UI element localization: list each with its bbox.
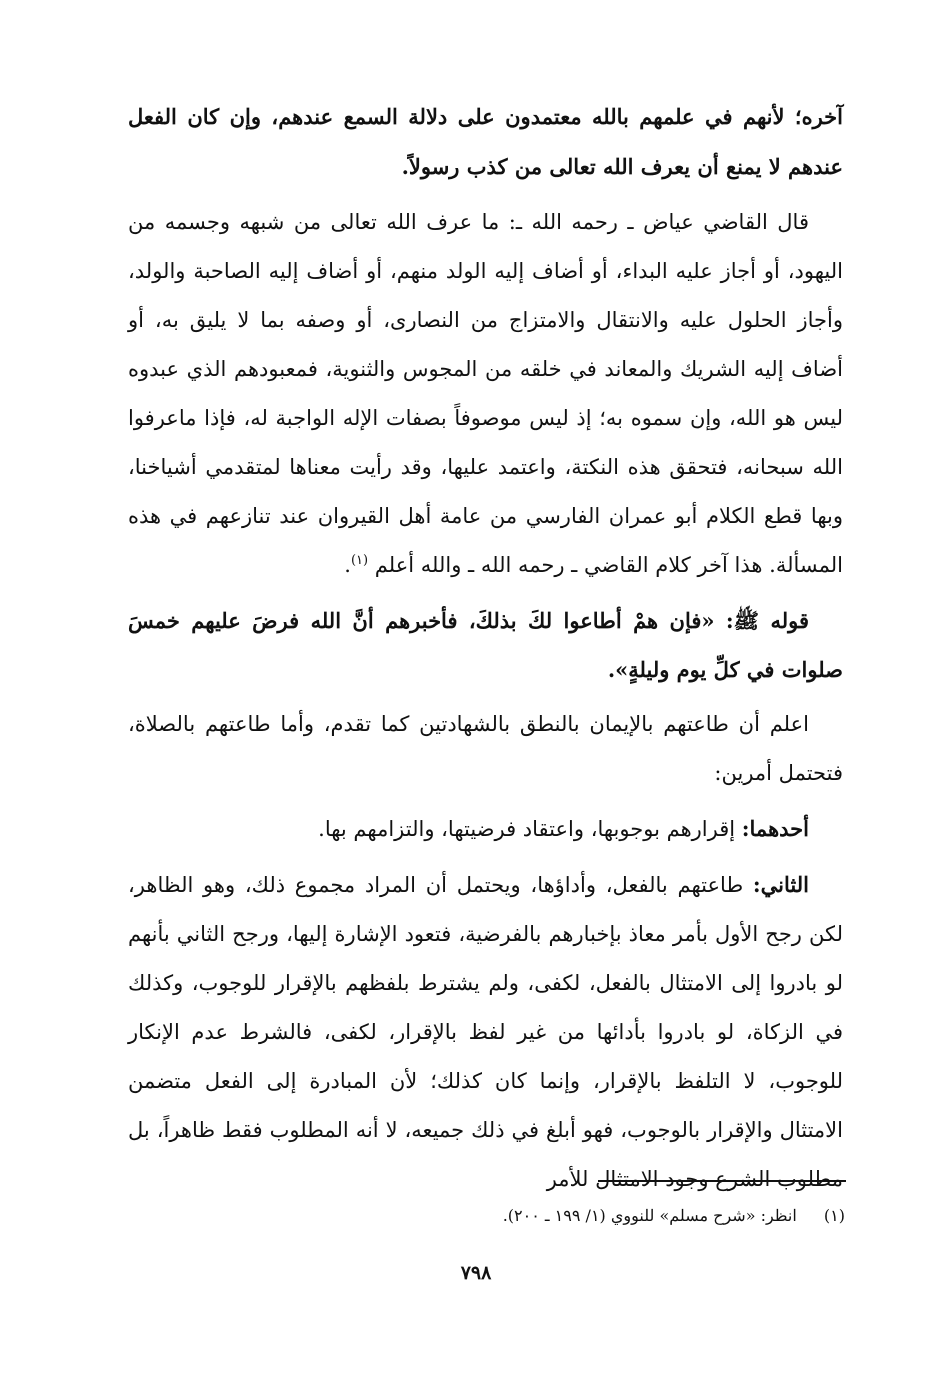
paragraph-4-text: اعلم أن طاعتهم بالإيمان بالنطق بالشهادتين كما تقدم، وأما طاعتهم بالصلاة، فتحتمل أمرين: bbox=[128, 712, 843, 785]
paragraph-6-lead: الثاني: bbox=[752, 872, 809, 897]
paragraph-2-end: . bbox=[344, 553, 351, 577]
paragraph-2 bbox=[128, 198, 843, 590]
hadith-quote bbox=[128, 596, 843, 694]
paragraph-6 bbox=[128, 860, 843, 1204]
footnote-divider bbox=[598, 1180, 846, 1182]
paragraph-5-lead: أحدهما: bbox=[741, 816, 809, 841]
footnote-reference: (١) bbox=[350, 553, 369, 568]
footnote-text: انظر: «شرح مسلم» للنووي (١/ ١٩٩ ـ ٢٠٠). bbox=[502, 1206, 797, 1225]
paragraph-1 bbox=[128, 92, 843, 192]
paragraph-5-text: إقرارهم بوجوبها، واعتقاد فرضيتها، والتزامهم بها. bbox=[318, 817, 736, 841]
paragraph-2-text: قال القاضي عياض ـ رحمه الله ـ: ما عرف الله تعالى من شبهه وجسمه من اليهود، أو أجاز عليه البداء، أو أضاف إليه الولد منهم، أو أضاف إليه الصاحبة والولد، وأجاز الحلول عليه والانتقال والامتزاج من النصارى، أو وصفه بما لا يليق به، أو أضاف إليه الشريك والمعاند في خلقه من المجوس والثنوية، فمعبودهم الذي عبدوه ليس هو الله، وإن سموه به؛ إذ ليس موصوفاً بصفات الإله الواجبة له، فإذا ماعرفوا الله سبحانه، فتحقق هذه النكتة، واعتمد عليها، وقد رأيت معناها لمتقدمي أشياخنا، وبها قطع الكلام أبو عمران الفارسي من عامة أهل القيروان عند تنازعهم في هذه المسألة. هذا آخر كلام القاضي ـ رحمه الله ـ والله أعلم bbox=[128, 210, 843, 577]
hadith-quote-text: قوله ﷺ: «فإن همْ أطاعوا لكَ بذلكَ، فأخبرهم أنَّ الله فرضَ عليهم خمسَ صلوات في كلِّ يوم وليلةٍ». bbox=[128, 608, 843, 682]
paragraph-5 bbox=[128, 804, 843, 854]
paragraph-4 bbox=[128, 700, 843, 798]
paragraph-6-text: طاعتهم بالفعل، وأداؤها، ويحتمل أن المراد مجموع ذلك، وهو الظاهر، لكن رجح الأول بأمر معاذ بإخبارهم بالفرضية، فتعود الإشارة إليها، ورجح الثاني بأنهم لو بادروا إلى الامتثال بالفعل، لكفى، ولم يشترط بلفظهم بالإقرار للوجوب، وكذلك في الزكاة، لو بادروا بأدائها من غير لفظ بالإقرار، لكفى، فالشرط عدم الإنكار للوجوب، لا التلفظ بالإقرار، وإنما كان كذلك؛ لأن المبادرة إلى الفعل متضمن الامتثال والإقرار بالوجوب، فهو أبلغ في ذلك جميعه، لا أنه المطلوب فقط ظاهراً، بل مطلوب الشرع وجود الامتثال للأمر bbox=[128, 873, 843, 1191]
page-number: ٧٩٨ bbox=[460, 1262, 492, 1284]
paragraph-1-text: آخره؛ لأنهم في علمهم بالله معتمدون على دلالة السمع عندهم، وإن كان الفعل عندهم لا يمنع أن يعرف الله تعالى من كذب رسولاً. bbox=[128, 104, 843, 179]
footnote-number: (١) bbox=[823, 1206, 845, 1225]
main-text bbox=[128, 92, 843, 1210]
footnote bbox=[128, 1202, 845, 1230]
